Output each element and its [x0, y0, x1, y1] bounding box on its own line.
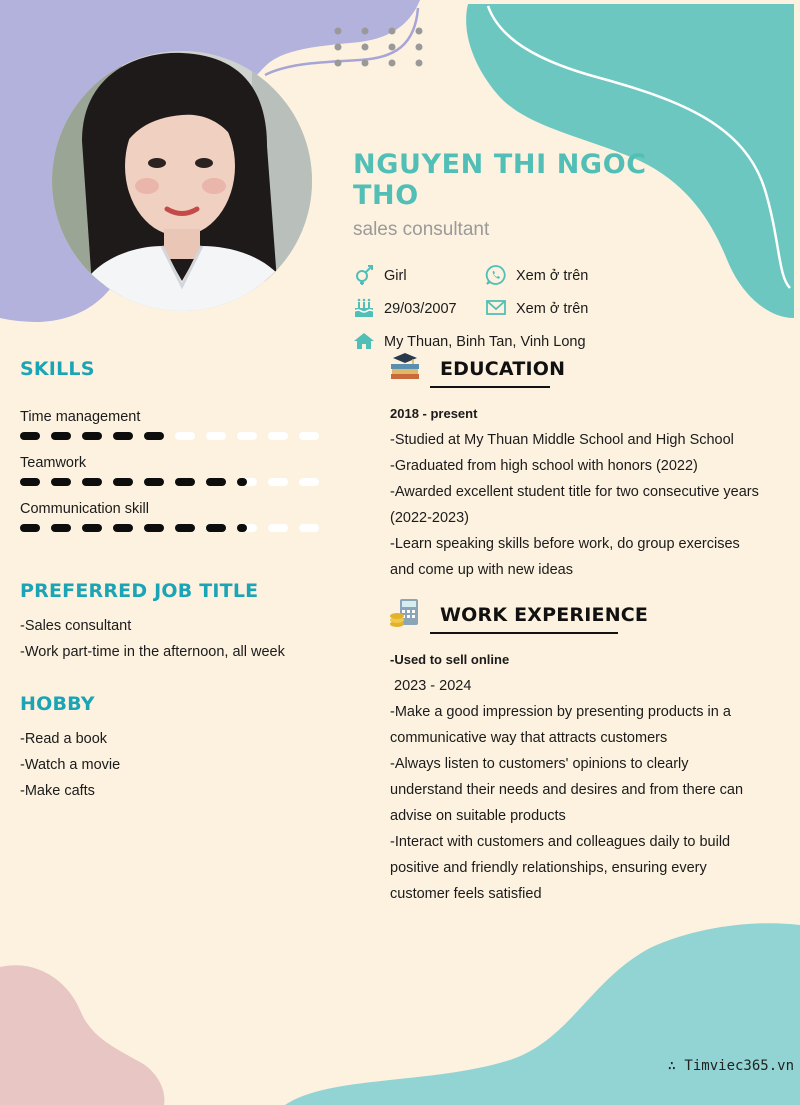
- candidate-name: NGUYEN THI NGOC THO: [353, 149, 647, 211]
- skill-bar: [20, 430, 330, 442]
- list-item: -Read a book: [20, 731, 108, 747]
- skill-segment-filled: [51, 432, 71, 440]
- list-item: -Learn speaking skills before work, do group exercises and come up with new ideas: [390, 536, 740, 578]
- birthdate-value: 29/03/2007: [384, 301, 457, 317]
- skill-segment-empty: [299, 432, 319, 440]
- skill-segment-empty: [175, 432, 195, 440]
- work-title-underline: [430, 632, 618, 634]
- skill-bar: [20, 476, 330, 488]
- list-item: -Make cafts: [20, 783, 95, 799]
- skill-segment-empty: [268, 478, 288, 486]
- skill-label: Teamwork: [20, 455, 87, 471]
- skill-segment-filled: [113, 432, 133, 440]
- skill-segment-filled: [175, 524, 195, 532]
- hobby-title: HOBBY: [20, 693, 95, 715]
- envelope-icon: [485, 297, 507, 319]
- skill-segment-filled: [20, 524, 40, 532]
- skill-segment-filled: [113, 478, 133, 486]
- skill-segment-filled: [113, 524, 133, 532]
- phone-value[interactable]: Xem ở trên: [516, 268, 589, 284]
- gender-value: Girl: [384, 268, 407, 284]
- email-value[interactable]: Xem ở trên: [516, 301, 589, 317]
- job-title-heading: PREFERRED JOB TITLE: [20, 580, 259, 602]
- work-position: -Used to sell online: [390, 652, 510, 667]
- candidate-role: sales consultant: [353, 219, 490, 240]
- skill-segment-filled: [20, 478, 40, 486]
- watermark: ∴ Timviec365.vn: [667, 1058, 794, 1074]
- hobby-list: [20, 726, 120, 804]
- books-graduation-cap-icon: [389, 350, 421, 382]
- skill-segment-filled: [206, 478, 226, 486]
- pink-blob: [0, 965, 164, 1105]
- list-item: -Graduated from high school with honors (2022): [390, 458, 698, 474]
- job-list: [20, 613, 285, 665]
- skill-segment-filled: [237, 478, 247, 486]
- skill-segment-filled: [144, 524, 164, 532]
- education-period: 2018 - present: [390, 406, 478, 421]
- list-item: -Studied at My Thuan Middle School and High School: [390, 432, 734, 448]
- list-item: -Awarded excellent student title for two consecutive years (2022-2023): [390, 484, 759, 526]
- skill-label: Communication skill: [20, 501, 149, 517]
- skill-label: Time management: [20, 409, 141, 425]
- list-item: -Interact with customers and colleagues daily to build positive and friendly relationships, ensuring every customer feels satisfied: [390, 834, 731, 902]
- skill-segment-empty: [299, 478, 319, 486]
- skill-segment-filled: [20, 432, 40, 440]
- education-title-underline: [430, 386, 550, 388]
- skill-segment-filled: [175, 478, 195, 486]
- work-period: 2023 - 2024: [394, 678, 472, 694]
- work-experience-title: WORK EXPERIENCE: [440, 604, 649, 626]
- list-item: -Make a good impression by presenting products in a communicative way that attracts customers: [390, 704, 731, 746]
- skills-title: SKILLS: [20, 358, 95, 380]
- profile-photo: [52, 51, 312, 311]
- skill-segment-empty: [268, 432, 288, 440]
- skill-segment-filled: [144, 432, 164, 440]
- address-value: My Thuan, Binh Tan, Vinh Long: [384, 334, 586, 350]
- skill-segment-filled: [82, 478, 102, 486]
- skill-segment-filled: [237, 524, 247, 532]
- education-title: EDUCATION: [440, 358, 566, 380]
- skill-segment-filled: [82, 524, 102, 532]
- whatsapp-phone-icon: [485, 264, 507, 286]
- teal-bottom-blob: [285, 923, 800, 1105]
- skill-segment-filled: [82, 432, 102, 440]
- skill-segment-empty: [268, 524, 288, 532]
- skill-segment-empty: [299, 524, 319, 532]
- skill-segment-filled: [144, 478, 164, 486]
- skill-segment-filled: [51, 478, 71, 486]
- skill-segment-empty: [206, 432, 226, 440]
- list-item: -Watch a movie: [20, 757, 121, 773]
- list-item: -Sales consultant: [20, 618, 132, 634]
- skill-segment-filled: [51, 524, 71, 532]
- birthday-cake-icon: [353, 297, 375, 319]
- list-item: -Work part-time in the afternoon, all week: [20, 644, 285, 660]
- work-content: [390, 647, 765, 907]
- list-item: -Always listen to customers' opinions to clearly understand their needs and desires and from there can advise on suitable products: [390, 756, 744, 824]
- gender-icon: [353, 264, 375, 286]
- skill-segment-filled: [206, 524, 226, 532]
- skill-bar: [20, 522, 330, 534]
- calculator-coins-icon: [389, 597, 421, 629]
- education-content: [390, 401, 765, 583]
- skill-segment-empty: [237, 432, 257, 440]
- home-icon: [353, 330, 375, 352]
